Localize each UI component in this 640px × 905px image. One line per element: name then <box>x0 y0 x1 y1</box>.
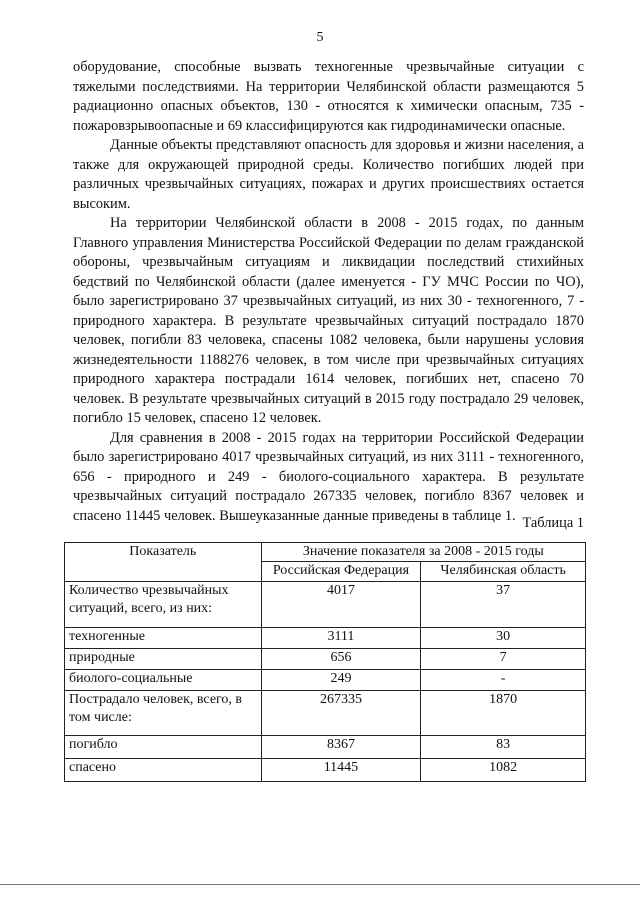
row-label: Пострадало человек, всего, в том числе: <box>65 691 262 736</box>
table-caption: Таблица 1 <box>522 515 584 531</box>
row-label: Количество чрезвычайных ситуаций, всего, из них: <box>65 582 262 628</box>
table-row <box>65 691 586 736</box>
table-row <box>65 582 586 628</box>
header-russian-federation: Российская Федерация <box>261 562 421 582</box>
row-label: спасено <box>65 759 262 782</box>
row-label: погибло <box>65 736 262 759</box>
paragraph: Для сравнения в 2008 - 2015 годах на территории Российской Федерации было зарегистрировано 4017 чрезвычайных ситуаций, из них 3111 - техногенного, 656 - природного и 249 - биолого-социального характера. В результате чрезвычайных ситуаций пострадало 267335 человек, погибло 8367 человек и спасено 11445 человек. Вышеуказанные данные приведены в таблице 1. <box>73 429 584 524</box>
value-chel: 37 <box>421 582 586 628</box>
row-label: техногенные <box>65 628 262 649</box>
value-rf: 4017 <box>261 582 421 628</box>
body-text <box>73 58 584 526</box>
table-row <box>65 628 586 649</box>
header-chelyabinsk-region: Челябинская область <box>421 562 586 582</box>
value-rf: 656 <box>261 649 421 670</box>
table-row <box>65 649 586 670</box>
paragraph: оборудование, способные вызвать техногенные чрезвычайные ситуации с тяжелыми последствиями. На территории Челябинской области размещаются 5 радиационно опасных объектов, 130 - относятся к химически опасным, 735 - пожаровзрывоопасные и 69 классифицируются как гидродинамически опасные. <box>73 59 584 134</box>
row-label: природные <box>65 649 262 670</box>
paragraph: Данные объекты представляют опасность для здоровья и жизни населения, а также для окружающей природной среды. Количество погибших людей при различных чрезвычайных ситуациях, пожарах и других происшествиях остается высоким. <box>73 137 584 212</box>
page-edge-divider <box>0 884 640 885</box>
value-rf: 8367 <box>261 736 421 759</box>
paragraph: На территории Челябинской области в 2008 - 2015 годах, по данным Главного управления Министерства Российской Федерации по делам гражданской обороны, чрезвычайным ситуациям и ликвидации последствий стихийных бедствий по Челябинской области (далее именуется - ГУ МЧС России по ЧО), было зарегистрировано 37 чрезвычайных ситуаций, из них 30 - техногенного, 7 - природного характера. В результате чрезвычайных ситуаций пострадало 1870 человек, погибли 83 человека, спасены 1082 человека, были нарушены условия жизнедеятельности 1188276 человек, в том числе при чрезвычайных ситуациях природного характера пострадали 1614 человек, погибших нет, спасено 70 человек. В результате чрезвычайных ситуаций в 2015 году пострадало 29 человек, погибло 15 человек, спасено 12 человек. <box>73 215 584 426</box>
value-chel: - <box>421 670 586 691</box>
table-row <box>65 670 586 691</box>
value-rf: 249 <box>261 670 421 691</box>
value-rf: 3111 <box>261 628 421 649</box>
value-chel: 1082 <box>421 759 586 782</box>
emergency-statistics-table <box>64 542 586 782</box>
value-chel: 1870 <box>421 691 586 736</box>
page-number: 5 <box>316 30 324 45</box>
header-indicator: Показатель <box>65 543 262 582</box>
table-row <box>65 759 586 782</box>
value-rf: 267335 <box>261 691 421 736</box>
row-label: биолого-социальные <box>65 670 262 691</box>
value-chel: 83 <box>421 736 586 759</box>
value-chel: 30 <box>421 628 586 649</box>
table-row <box>65 736 586 759</box>
header-value: Значение показателя за 2008 - 2015 годы <box>261 543 585 562</box>
value-rf: 11445 <box>261 759 421 782</box>
value-chel: 7 <box>421 649 586 670</box>
